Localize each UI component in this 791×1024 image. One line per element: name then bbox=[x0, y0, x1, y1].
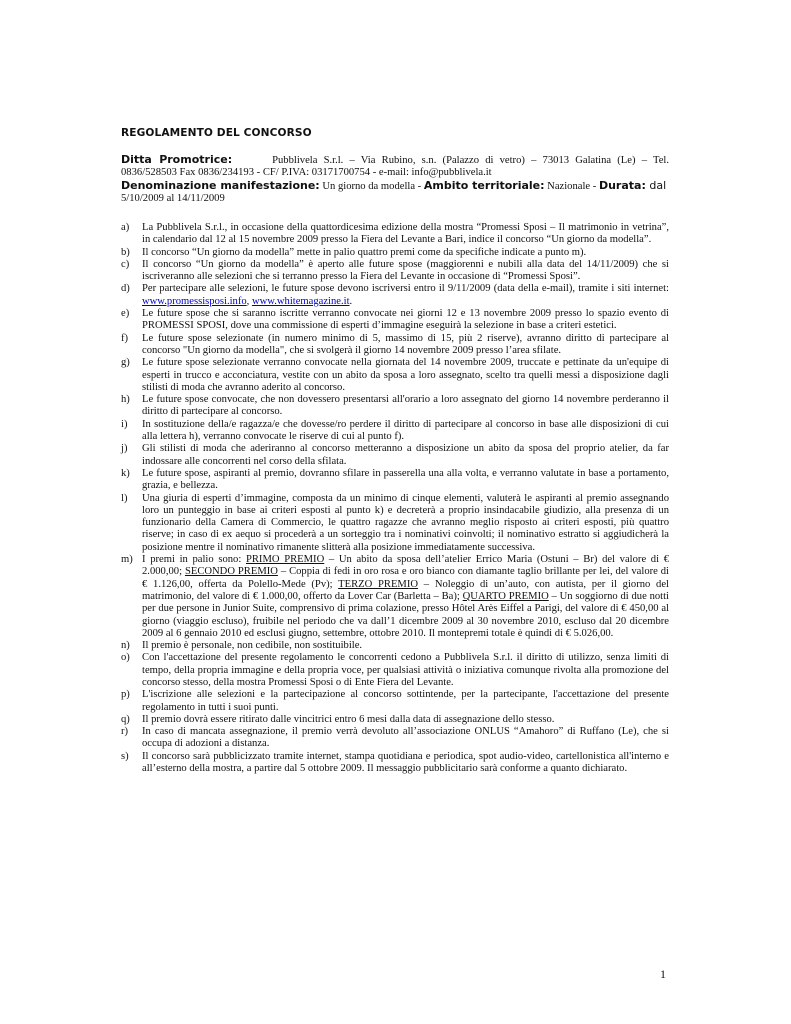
item-text-part: – Un soggiorno di due notti per due persone in Junior Suite, comprensivo di prima colazione, presso Hôtel Arès Eiffel a Parigi, del valore di € 450,00 al giorno (viaggio escluso), fruibile nel periodo che va dall’1 dicembre 2009 al 30 novembre 2010, escluso dal 20 dicembre 2009 al 6 gennaio 2010 ed esclusi giugno, settembre, ottobre 2010. Il montepremi totale è quindi di € 5.026,00. bbox=[142, 590, 669, 639]
item-text: Le future spose convocate, che non dovessero presentarsi all'orario a loro assegnato del giorno 14 novembre perderanno il diritto di partecipare al concorso. bbox=[142, 394, 669, 418]
item-letter: m) bbox=[121, 554, 133, 566]
item-text: Il premio dovrà essere ritirato dalle vincitrici entro 6 mesi dalla data di assegnazione dello stesso. bbox=[142, 713, 555, 725]
primo-premio-label: PRIMO PREMIO bbox=[245, 554, 325, 566]
item-letter: q) bbox=[121, 713, 130, 725]
item-letter: l) bbox=[121, 492, 128, 504]
denominazione-line bbox=[121, 180, 669, 206]
item-text: Il premio è personale, non cedibile, non sostituibile. bbox=[142, 640, 363, 652]
item-letter: h) bbox=[121, 394, 130, 406]
list-item bbox=[121, 357, 669, 394]
item-text bbox=[142, 283, 669, 308]
item-text: L'iscrizione alle selezioni e la partecipazione al concorso sottintende, per la partecipante, l'accettazione del presente regolamento in tutti i suoi punti. bbox=[142, 689, 669, 713]
item-text: Con l'accettazione del presente regolamento le concorrenti cedono a Pubblivela S.r.l. il diritto di utilizzo, senza limiti di tempo, della propria immagine e della propria voce, per qualsiasi attività o iniziativa comunque rivolta alla promozione del concorso stesso, della mostra Promessi Sposi o di Ente Fiera del Levante. bbox=[142, 652, 669, 688]
secondo-premio-label: SECONDO PREMIO bbox=[184, 566, 278, 578]
item-text-part: Per partecipare alle selezioni, le future spose devono iscriversi entro il 9/11/2009 (data della e-mail), tramite i siti internet: bbox=[142, 283, 669, 295]
list-item bbox=[121, 283, 669, 308]
list-item bbox=[121, 259, 669, 284]
page-number: 1 bbox=[660, 967, 666, 981]
list-item bbox=[121, 308, 669, 333]
item-text: Il concorso “Un giorno da modella” mette in palio quattro premi come da specifiche indicate a punto m). bbox=[142, 246, 587, 258]
item-letter: n) bbox=[121, 640, 130, 652]
list-item bbox=[121, 468, 669, 493]
item-text: Le future spose che si saranno iscritte verranno convocate nei giorni 12 e 13 novembre 2009 presso lo spazio evento di PROMESSI SPOSI, dove una commissione di esperti d’immagine eseguirà la selezione in base a criteri estetici. bbox=[142, 308, 669, 332]
durata-dal: dal bbox=[645, 178, 667, 192]
ambito-text: Nazionale - bbox=[544, 180, 599, 192]
list-item bbox=[121, 333, 669, 358]
item-text: Una giuria di esperti d’immagine, composta da un minimo di cinque elementi, valuterà le aspiranti al premio assegnando loro un punteggio in base ai criteri esposti al punto k) e decreterà a proprio insindacabile giudizio, alla presenza di un funzionario della Camera di Commercio, le quattro ragazze che avranno meglio risposto ai criteri esposti, più quattro riserve; in caso di ex aequo si procederà a un sorteggio tra i nominativi coinvolti; il nominativo estratto si aggiudicherà la posizione mentre il nominativo rimanente slitterà alla posizione immediatamente successiva. bbox=[142, 492, 669, 553]
item-text-part: . bbox=[349, 295, 353, 307]
item-text: La Pubblivela S.r.l., in occasione della quattordicesima edizione della mostra “Promessi Sposi – Il matrimonio in vetrina”, in calendario dal 12 al 15 novembre 2009 presso la Fiera del Levante a Bari, indice il concorso “Un giorno da modella”. bbox=[142, 222, 669, 246]
item-letter: s) bbox=[121, 750, 129, 762]
item-letter: b) bbox=[121, 246, 130, 258]
item-text: In sostituzione della/e ragazza/e che dovesse/ro perdere il diritto di partecipare al concorso in base alle disposizioni di cui alla lettera h), verranno convocate le riserve di cui al punto f). bbox=[142, 418, 669, 443]
ambito-label: Ambito territoriale: bbox=[423, 178, 545, 192]
item-text: Gli stilisti di moda che aderiranno al concorso metteranno a disposizione un abito da sposa del proprio atelier, da far indossare alle concorrenti nel corso della sfilata. bbox=[142, 443, 669, 467]
list-item bbox=[121, 222, 669, 247]
item-letter: f) bbox=[121, 332, 129, 344]
list-item bbox=[121, 394, 669, 419]
list-item bbox=[121, 726, 669, 751]
item-text bbox=[142, 554, 669, 640]
link-separator: , bbox=[246, 295, 252, 307]
item-letter: i) bbox=[121, 418, 128, 430]
denominazione-label: Denominazione manifestazione: bbox=[121, 178, 320, 192]
item-letter: c) bbox=[121, 258, 130, 270]
list-item bbox=[121, 419, 669, 444]
item-text-part: – Un abito da sposa dell’atelier Errico Maria (Ostuni – Br) del valore di € 2.000,00; bbox=[142, 554, 670, 578]
list-item bbox=[121, 652, 669, 689]
item-text: Il concorso “Un giorno da modella” è aperto alle future spose (maggiorenni e nubili alla data del 14/11/2009) che si iscriveranno alle selezioni che si terranno presso la Fiera del Levante in occasione di “Promessi Sposi”. bbox=[142, 258, 669, 283]
list-item bbox=[121, 714, 669, 726]
item-text-part: – Noleggio di un’auto, con autista, per il giorno del matrimonio, del valore di € 1.000,00, offerto da Lover Car (Barletta – Ba); bbox=[142, 578, 669, 602]
item-letter: k) bbox=[121, 467, 130, 479]
terzo-premio-label: TERZO PREMIO bbox=[338, 578, 419, 590]
list-item bbox=[121, 751, 669, 776]
item-text: Le future spose, aspiranti al premio, dovranno sfilare in passerella una alla volta, e verranno valutate in base a portamento, grazia, e bellezza. bbox=[142, 467, 669, 492]
ditta-label: Ditta Promotrice: bbox=[121, 153, 233, 166]
link-whitemagazine[interactable]: www.whitemagazine.it bbox=[251, 295, 350, 307]
item-letter: d) bbox=[121, 283, 130, 295]
item-letter: o) bbox=[121, 652, 130, 664]
document-title: REGOLAMENTO DEL CONCORSO bbox=[121, 127, 312, 139]
ditta-text: Pubblivela S.r.l. – Via Rubino, s.n. (Palazzo di vetro) – 73013 Galatina (Le) – Tel. 0836/528503 Fax 0836/234193 - CF/ P.IVA: 03171700754 - e-mail: info@pubblivela.it bbox=[121, 155, 669, 179]
item-text: Le future spose selezionate verranno convocate nella giornata del 14 novembre 2009, truccate e pettinate da un'equipe di esperti in trucco e acconciatura, vestite con un abito da sposa a loro assegnato, scelto tra quelli messi a disposizione dagli stilisti di moda che avranno aderito al concorso. bbox=[142, 357, 669, 393]
list-item bbox=[121, 247, 669, 259]
item-letter: p) bbox=[121, 689, 130, 701]
list-item bbox=[121, 443, 669, 468]
link-promessisposi[interactable]: www.promessisposi.info bbox=[142, 295, 247, 307]
item-letter: e) bbox=[121, 308, 130, 320]
denominazione-text: Un giorno da modella - bbox=[319, 180, 424, 192]
durata-label: Durata: bbox=[598, 178, 646, 192]
document-header bbox=[121, 154, 669, 205]
ditta-line bbox=[121, 154, 669, 180]
list-item bbox=[121, 689, 669, 714]
item-letter: r) bbox=[121, 726, 129, 738]
rules-list bbox=[121, 222, 669, 775]
list-item bbox=[121, 554, 669, 640]
item-text: In caso di mancata assegnazione, il premio verrà devoluto all’associazione ONLUS “Amahoro” di Ruffano (Le), che si occupa di adozioni a distanza. bbox=[142, 726, 669, 750]
item-text: Le future spose selezionate (in numero minimo di 5, massimo di 15, più 2 riserve), avranno diritto di partecipare al concorso "Un giorno da modella", che si svolgerà il giorno 14 novembre 2009 presso l’area sfilate. bbox=[142, 332, 669, 356]
quarto-premio-label: QUARTO PREMIO bbox=[462, 590, 549, 602]
item-text-part: – Coppia di fedi in oro rosa e oro bianco con diamante taglio brillante per lei, del valore di € 1.126,00, offerta da Polello-Mede (Pv); bbox=[142, 566, 670, 590]
item-text: Il concorso sarà pubblicizzato tramite internet, stampa quotidiana e periodica, spot audio-video, cartellonistica all'interno e all’esterno della mostra, a partire dal 5 ottobre 2009. Il messaggio pubblicitario sarà conforme a quanto dichiarato. bbox=[142, 750, 669, 775]
durata-text: 5/10/2009 al 14/11/2009 bbox=[121, 192, 225, 204]
item-letter: j) bbox=[121, 443, 128, 455]
item-text-part: I premi in palio sono: bbox=[142, 554, 246, 566]
list-item bbox=[121, 640, 669, 652]
list-item bbox=[121, 493, 669, 554]
item-letter: g) bbox=[121, 357, 130, 369]
item-letter: a) bbox=[121, 222, 130, 233]
